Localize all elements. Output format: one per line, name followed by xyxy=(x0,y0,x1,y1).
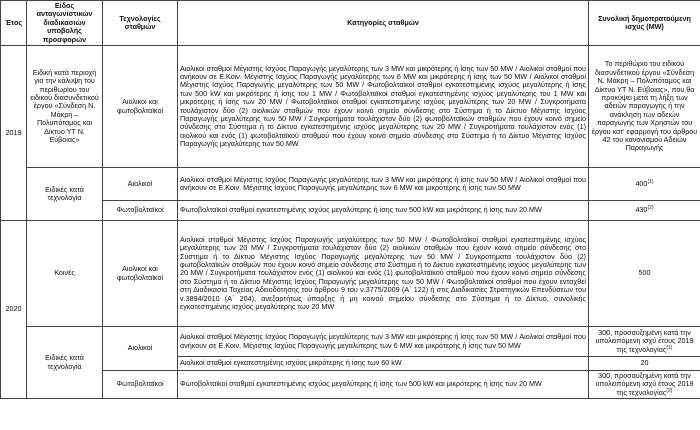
category-cell: Αιολικοί σταθμοί Μέγιστης Ισχύος Παραγωγής μεγαλύτερης των 3 MW και μικρότερης ή ίσης των 50 MW / Αιολικοί σταθμοί που ανήκουν σε Ε.Κοιν. Μέγιστης Ισχύος Παραγωγής μεγαλύτερης των 6 MW και μικρότερης ή ίσης των 50 MW xyxy=(178,327,589,357)
technology-cell: Φωτοβολταϊκοί xyxy=(103,201,178,221)
category-cell: Αιολικοί σταθμοί Μέγιστης Ισχύος Παραγωγής μεγαλύτερης των 3 MW και μικρότερης ή ίσης των 50 MW / Αιολικοί σταθμοί που ανήκουν σε Ε.Κοιν. Μέγιστης Ισχύος Παραγωγής μεγαλύτερης των 6 MW και μικρότερης ή ίσης των 50 MW xyxy=(178,168,589,201)
category-cell: Αιολικοί σταθμοί εγκατεστημένης ισχύος μικρότερης ή ίσης των 60 kW xyxy=(178,357,589,371)
table-row xyxy=(1,46,700,168)
technology-cell: Αιολικοί xyxy=(103,327,178,371)
power-cell: 500 xyxy=(589,221,700,327)
power-value: 400 xyxy=(635,178,648,188)
year-cell: 2019 xyxy=(1,46,27,221)
table-row xyxy=(1,168,700,201)
power-cell xyxy=(589,168,700,201)
footnote-marker: (1) xyxy=(666,344,673,351)
footnote-marker: (1) xyxy=(647,178,654,185)
power-cell xyxy=(589,201,700,221)
technology-cell: Αιολικοί xyxy=(103,168,178,201)
year-cell: 2020 xyxy=(1,221,27,399)
header-categories: Κατηγορίες σταθμών xyxy=(178,1,589,46)
table-row xyxy=(1,371,700,399)
auction-type-cell: Ειδικές κατά τεχνολογία xyxy=(27,327,103,399)
technology-cell: Αιολικοί και φωτοβολταϊκοί xyxy=(103,221,178,327)
table-row xyxy=(1,327,700,357)
category-cell: Φωτοβολταϊκοί σταθμοί εγκατεστημένης ισχύος μεγαλύτερης ή ίσης των 500 kW και μικρότερης ή ίσης των 20 MW xyxy=(178,371,589,399)
power-cell xyxy=(589,371,700,399)
category-cell: Αιολικοί σταθμοί Μέγιστης Ισχύος Παραγωγής μεγαλύτερης των 3 MW και μικρότερης ή ίσης των 50 MW / Αιολικοί σταθμοί που ανήκουν σε Ε.Κοιν. Μέγιστης Ισχύος Παραγωγής μεγαλύτερης των 6 MW και μικρότερης ή ίσης των 50 MW / Αιολικοί σταθμοί Μέγιστης Ισχύος Παραγωγής μεγαλύτερης των 50 MW / Φωτοβολταϊκοί σταθμοί εγκατεστημένης ισχύος μεγαλύτερης ή ίσης των 500 kW και μικρότερης ή ίσης του 1 MW / Φωτοβολταϊκοί σταθμοί εγκατεστημένης ισχύος μεγαλύτερης του 1 MW και μικρότερης ή ίσης των 20 MW / Φωτοβολταϊκοί σταθμοί εγκατεστημένης ισχύος μεγαλύτερης των 20 MW / Συγκροτήματα τουλάχιστον δύο (2) αιολικών σταθμών που έχουν κοινό σημείο σύνδεσης στο Σύστημα ή το Δίκτυο Μέγιστης Ισχύος Παραγωγής μεγαλύτερης των 50 MW / Συγκροτήματα τουλάχιστον δύο (2) φωτοβολταϊκών σταθμών που έχουν κοινό σημείο σύνδεσης στο Σύστημα ή το Δίκτυο εγκατεστημένης ισχύος μεγαλύτερης των 20 MW / Συγκροτήματα τουλάχιστον ενός (1) αιολικού και ενός (1) φωτοβολταϊκού σταθμού που έχουν κοινό σημείο σύνδεσης στο Σύστημα ή το Δίκτυο Μέγιστης Ισχύος Παραγωγής μεγαλύτερης των 50 MW xyxy=(178,46,589,168)
power-value: 430 xyxy=(635,205,648,215)
table-row xyxy=(1,201,700,221)
auction-type-cell: Ειδικές κατά τεχνολογία xyxy=(27,168,103,221)
power-cell: 20 xyxy=(589,357,700,371)
auction-type-cell: Ειδική κατά περιοχή για την κάλυψη του περιθωρίου του ειδικού διασυνδετικού έργου «Σύνδεση Ν. Μάκρη – Πολυπόταμος και Δίκτυο ΥΤ Ν. Εύβοιας» xyxy=(27,46,103,168)
power-cell xyxy=(589,327,700,357)
auction-type-cell: Κοινές xyxy=(27,221,103,327)
category-cell: Φωτοβολταϊκοί σταθμοί εγκατεστημένης ισχύος μεγαλύτερης ή ίσης των 500 kW και μικρότερης ή ίσης των 20 MW xyxy=(178,201,589,221)
technology-cell: Φωτοβολταϊκοί xyxy=(103,371,178,399)
footnote-marker: (2) xyxy=(647,205,654,212)
table-row xyxy=(1,221,700,327)
header-year: Έτος xyxy=(1,1,27,46)
power-cell: Το περιθώριο του ειδικού διασυνδετικού έργου «Σύνδεση Ν. Μάκρη – Πολυπόταμος και Δίκτυο ΥΤ Ν. Εύβοιας», που θα προκύψει μετά τη λήξη των αδειών παραγωγής ή την ανάκληση των αδειών παραγωγής των Χρηστών του έργου κατ' εφαρμογή του άρθρου 42 του κανονισμού Αδειών Παραγωγής xyxy=(589,46,700,168)
header-row xyxy=(1,1,700,46)
header-auction-type: Είδος ανταγωνιστικών διαδικασιών υποβολής προσφορών xyxy=(27,1,103,46)
technology-cell: Αιολικοί και φωτοβολταϊκοί xyxy=(103,46,178,168)
footnote-marker: (2) xyxy=(666,387,673,394)
header-total-power: Συνολική δημοπρατούμενη ισχύς (MW) xyxy=(589,1,700,46)
power-value: 300, προσαυξημένη κατά την υπολειπόμενη ισχύ έτους 2019 της τεχνολογίας xyxy=(595,371,694,397)
header-technologies: Τεχνολογίες σταθμών xyxy=(103,1,178,46)
power-value: 300, προσαυξημένη κατά την υπολειπόμενη ισχύ έτους 2019 της τεχνολογίας xyxy=(595,327,694,354)
category-cell: Αιολικοί σταθμοί Μέγιστης Ισχύος Παραγωγής μεγαλύτερης των 50 MW / Φωτοβολταϊκοί σταθμοί εγκατεστημένης ισχύος μεγαλύτερης των 20 MW / Συγκροτήματα τουλάχιστον δύο (2) αιολικών σταθμών που έχουν κοινό σημείο σύνδεσης στο Σύστημα ή το Δίκτυο Μέγιστης Ισχύος Παραγωγής μεγαλύτερης των 50 MW / Συγκροτήματα τουλάχιστον δύο (2) φωτοβολταϊκών σταθμών που έχουν κοινό σημείο σύνδεσης στο Σύστημα ή το Δίκτυο εγκατεστημένης ισχύος μεγαλύτερης των 20 MW / Συγκροτήματα τουλάχιστον ενός (1) αιολικού και ενός (1) φωτοβολταϊκού σταθμού που έχουν κοινό σημείο σύνδεσης στο Σύστημα ή το Δίκτυο Μέγιστης Ισχύος Παραγωγής μεγαλύτερης των 50 MW / Φωτοβολταϊκοί σταθμοί που έχουν ενταχθεί στη Διαδικασία Ταχείας Αδειοδότησης του άρθρου 9 του ν.3775/2009 (Α΄ 122) ή στις Διαδικασίες Στρατηγικών Επενδύσεων του ν.3894/2010 (Α΄ 204), ανεξαρτήτως ύπαρξης ή μη κοινού σημείου σύνδεσης στο Σύστημα ή το Δίκτυο, συνολικής εγκατεστημένης ισχύος μεγαλύτερης των 20 MW xyxy=(178,221,589,327)
